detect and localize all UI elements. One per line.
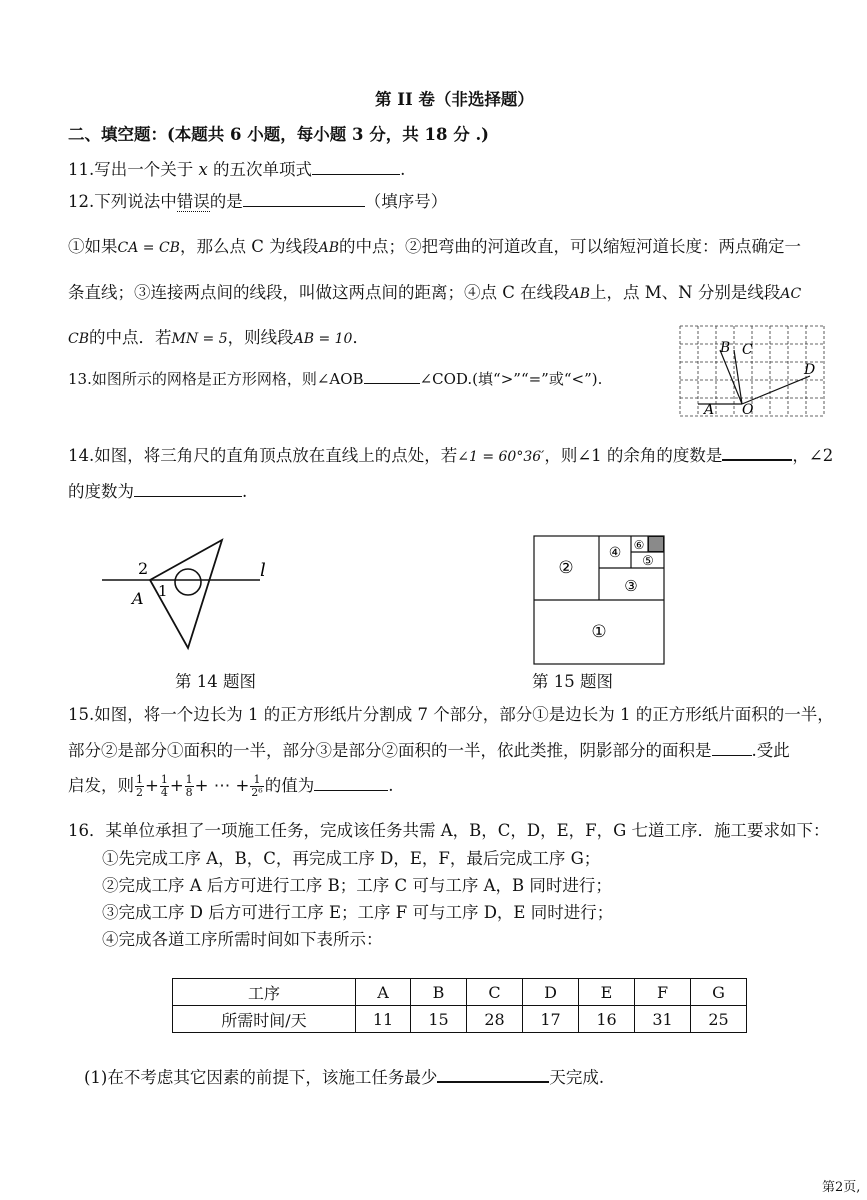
question-13: 13.如图所示的网格是正方形网格，则∠AOB ∠COD.(填“>”“=”或“<”). <box>68 367 602 390</box>
table-cell: 17 <box>523 1006 579 1033</box>
table-cell: G <box>691 979 747 1006</box>
table-cell: 11 <box>356 1006 411 1033</box>
table-cell: 16 <box>579 1006 635 1033</box>
part-3-label: ③ <box>624 577 638 595</box>
question-16-req2: ②完成工序 A 后方可进行工序 B；工序 C 可与工序 A，B 同时进行； <box>102 876 612 895</box>
answer-blank-13[interactable] <box>364 367 420 384</box>
question-12-line1: ①如果CA = CB，那么点 C 为线段AB的中点；②把弯曲的河道改直，可以缩短河道长度：两点确定一 <box>68 237 801 256</box>
label-line-l: l <box>260 560 266 581</box>
table-cell: 25 <box>691 1006 747 1033</box>
part-2-label: ② <box>558 558 574 578</box>
label-angle-1: 1 <box>158 582 168 600</box>
ray-oc <box>734 350 742 404</box>
set-square-hole <box>175 569 201 595</box>
grid-figure-13 <box>676 322 828 420</box>
table-row-process <box>173 979 747 1006</box>
figure-14-caption: 第 14 题图 <box>175 672 256 691</box>
question-14-line2: 的度数为 . <box>68 482 248 501</box>
section-title: 第 II 卷（非选择题） <box>375 90 534 109</box>
table-header-days: 所需时间/天 <box>173 1006 356 1033</box>
part-5-label: ⑤ <box>642 554 654 569</box>
answer-blank-15a[interactable] <box>712 739 752 756</box>
figure-15-caption: 第 15 题图 <box>532 672 613 691</box>
answer-blank-16[interactable] <box>437 1065 549 1083</box>
part-1-label: ① <box>591 622 607 642</box>
question-16-sub1: (1)在不考虑其它因素的前提下，该施工任务最少 天完成. <box>84 1065 604 1089</box>
fraction-quarter: $\frac{1}{4}$ <box>160 773 168 799</box>
question-14-line1: 14.如图，将三角尺的直角顶点放在直线上的点处，若∠1 = 60°36′，则∠1 的余角的度数是 ，∠2 <box>68 443 833 468</box>
question-12-line2: 条直线；③连接两点间的线段，叫做这两点间的距离；④点 C 在线段AB上，点 M、N 分别是线段AC <box>68 283 802 302</box>
table-cell: 28 <box>467 1006 523 1033</box>
label-c: C <box>742 342 753 358</box>
page-number: 第2页, <box>822 1180 861 1195</box>
answer-blank-15b[interactable] <box>314 774 388 791</box>
fraction-eighth: $\frac{1}{8}$ <box>185 773 193 799</box>
answer-blank-12[interactable] <box>243 190 365 207</box>
question-12-stem: 12.下列说法中错误的是 （填序号） <box>68 192 448 211</box>
question-11: 11.写出一个关于 x 的五次单项式 . <box>68 160 406 179</box>
question-15-line1: 15.如图，将一个边长为 1 的正方形纸片分割成 7 个部分，部分①是边长为 1 的正方形纸片面积的一半， <box>68 705 834 724</box>
part-6-label: ⑥ <box>633 538 645 552</box>
table-cell: 31 <box>635 1006 691 1033</box>
triangle-figure-14 <box>98 530 288 660</box>
table-row-days <box>173 1006 747 1033</box>
emphasis-wrong: 错误 <box>176 192 210 211</box>
square-figure-15 <box>532 534 668 666</box>
table-cell: A <box>356 979 411 1006</box>
fraction-last: $\frac{1}{\text{2⁶}}$ <box>251 773 263 799</box>
table-cell: F <box>635 979 691 1006</box>
label-d: D <box>804 362 816 378</box>
part-4-label: ④ <box>608 545 622 561</box>
answer-blank-14a[interactable] <box>722 443 792 461</box>
question-16-req4: ④完成各道工序所需时间如下表所示： <box>102 930 383 949</box>
label-point-a: A <box>132 589 144 608</box>
answer-blank-11[interactable] <box>312 158 400 175</box>
shaded-part <box>649 537 664 552</box>
question-16-stem: 16．某单位承担了一项施工任务，完成该任务共需 A，B，C，D，E，F，G 七道工序．施工要求如下： <box>68 821 830 840</box>
question-16-req3: ③完成工序 D 后方可进行工序 E；工序 F 可与工序 D，E 同时进行； <box>102 903 614 922</box>
table-cell: E <box>579 979 635 1006</box>
process-table <box>172 978 747 1033</box>
label-o: O <box>742 402 754 418</box>
table-cell: 15 <box>411 1006 467 1033</box>
label-a: A <box>704 402 715 418</box>
table-cell: D <box>523 979 579 1006</box>
table-cell: C <box>467 979 523 1006</box>
fraction-half: $\frac{1}{2}$ <box>136 773 143 799</box>
question-16-req1: ①先完成工序 A，B，C，再完成工序 D，E，F，最后完成工序 G； <box>102 849 601 868</box>
question-15-line3: 启发，则 $\frac{1}{2}$ + $\frac{1}{4}$ + $\frac{1}{8}$ + ⋯ + $\frac{1}{\text{2⁶}}$ 的值为 . <box>68 773 394 799</box>
label-angle-2: 2 <box>138 559 149 578</box>
ray-ob <box>720 350 742 404</box>
question-12-line3: CB的中点．若MN = 5，则线段AB = 10． <box>68 328 369 347</box>
part2-title: 二、填空题：(本题共 6 小题，每小题 3 分，共 18 分 .) <box>68 125 489 144</box>
answer-blank-14b[interactable] <box>134 480 242 497</box>
label-b: B <box>720 340 731 356</box>
table-header-process: 工序 <box>173 979 356 1006</box>
question-15-line2: 部分②是部分①面积的一半，部分③是部分②面积的一半，依此类推，阴影部分的面积是 .受此 <box>68 741 790 760</box>
table-cell: B <box>411 979 467 1006</box>
